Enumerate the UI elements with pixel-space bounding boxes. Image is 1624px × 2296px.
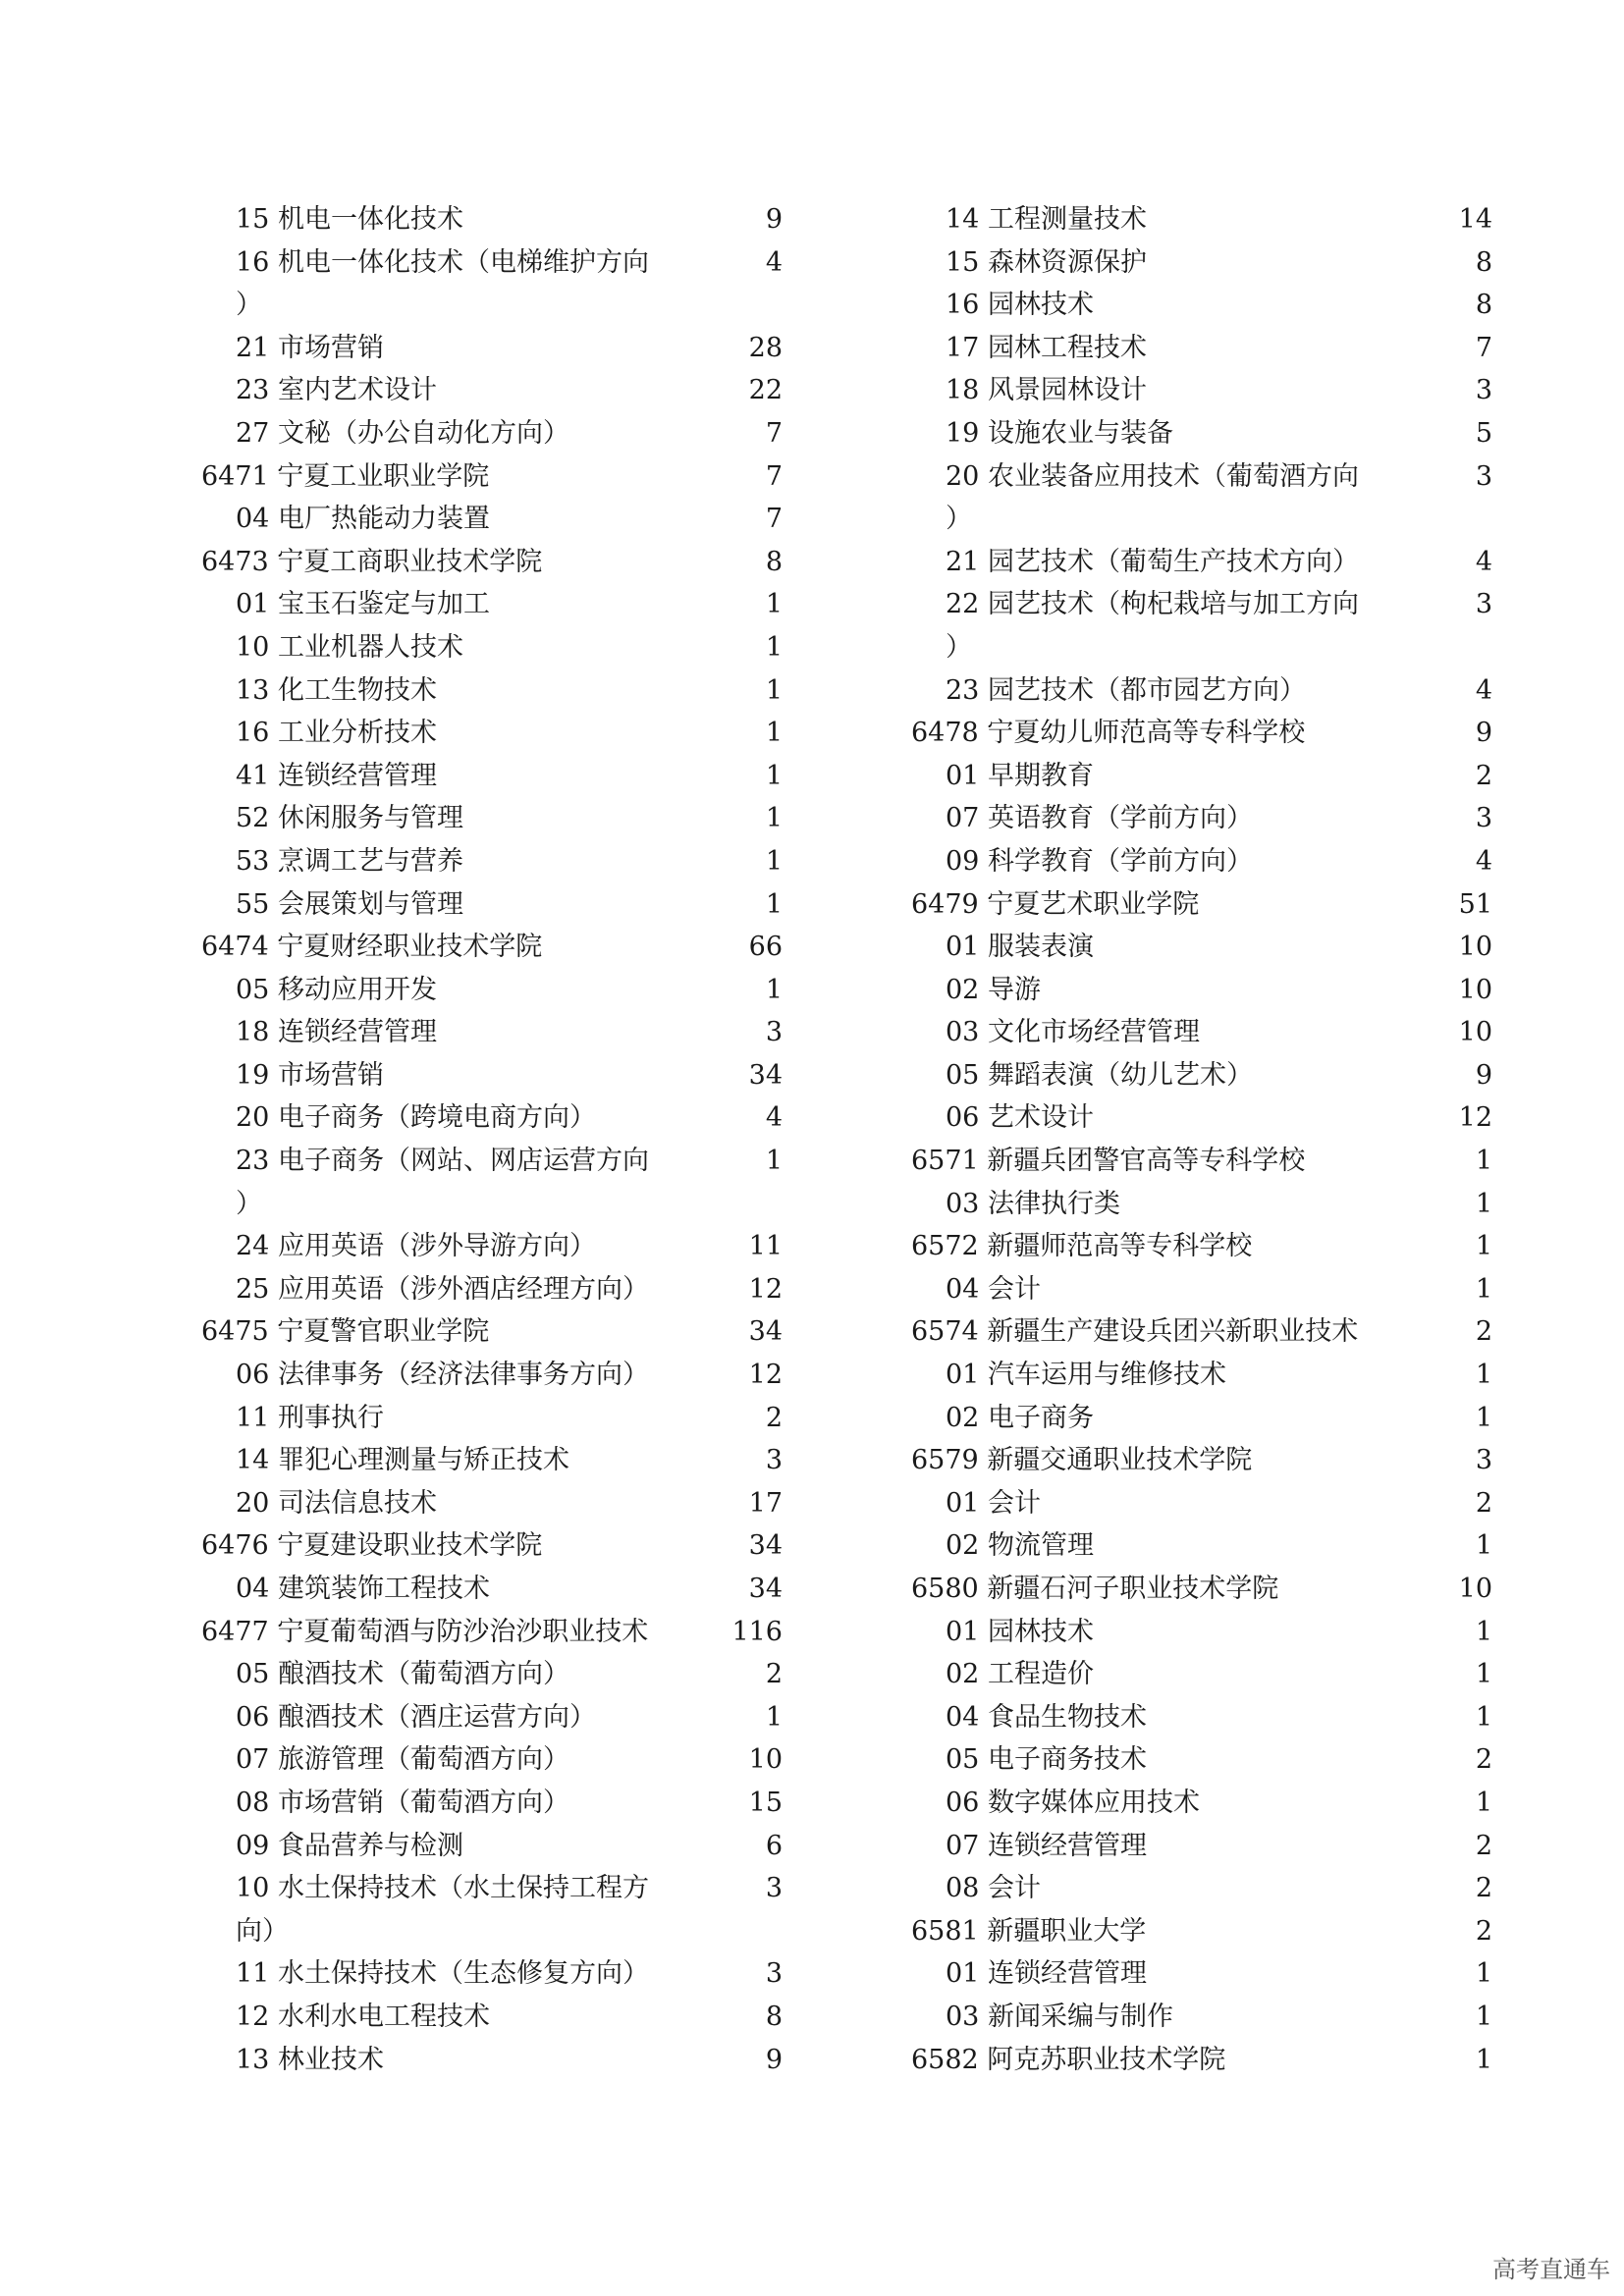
school-row	[201, 455, 783, 499]
major-name: 05 电子商务技术	[946, 1744, 1147, 1776]
school-name: 6581 新疆职业大学	[911, 1915, 1147, 1947]
major-name: 17 园林工程技术	[946, 332, 1147, 363]
left-column	[201, 198, 783, 2081]
enrollment-count: 1	[1475, 2044, 1492, 2075]
enrollment-count: 8	[1475, 246, 1492, 278]
major-row	[911, 1996, 1492, 2039]
enrollment-count: 7	[765, 504, 783, 535]
major-name: 08 会计	[946, 1873, 1041, 1904]
school-row	[201, 1611, 783, 1654]
major-row	[911, 455, 1492, 499]
enrollment-count: 4	[765, 246, 783, 278]
major-row	[201, 969, 783, 1012]
enrollment-count: 1	[765, 589, 783, 620]
major-name: 12 水利水电工程技术	[236, 2001, 490, 2032]
enrollment-count: 5	[1475, 417, 1492, 449]
major-name: 21 市场营销	[236, 332, 384, 363]
major-row	[911, 369, 1492, 412]
enrollment-count: 1	[765, 803, 783, 834]
school-row	[911, 1568, 1492, 1611]
major-name: 24 应用英语（涉外导游方向）	[236, 1231, 596, 1262]
enrollment-count: 66	[748, 932, 783, 963]
major-name: 20 农业装备应用技术（葡萄酒方向	[946, 460, 1359, 492]
major-row	[201, 669, 783, 713]
major-row	[911, 412, 1492, 455]
major-name: 15 森林资源保护	[946, 246, 1147, 278]
enrollment-count: 1	[1475, 1188, 1492, 1219]
major-name: 16 机电一体化技术（电梯维护方向	[236, 246, 649, 278]
watermark: 高考直通车	[1492, 2256, 1610, 2283]
major-row	[201, 755, 783, 798]
major-name: 21 园艺技术（葡萄生产技术方向）	[946, 546, 1359, 577]
major-row	[201, 883, 783, 927]
major-row	[201, 1140, 783, 1183]
major-name: 03 文化市场经营管理	[946, 1017, 1200, 1048]
major-name-continuation	[201, 1910, 783, 1953]
school-row	[911, 883, 1492, 927]
major-name: 41 连锁经营管理	[236, 760, 437, 791]
major-row	[201, 626, 783, 669]
enrollment-count: 1	[1475, 1659, 1492, 1690]
major-row	[911, 583, 1492, 626]
major-row	[911, 1696, 1492, 1739]
major-row	[911, 284, 1492, 327]
major-name: 23 园艺技术（都市园艺方向）	[946, 674, 1306, 706]
major-name-wrapped-text: 向）	[236, 1915, 289, 1947]
major-row	[201, 1268, 783, 1311]
major-name: 02 工程造价	[946, 1659, 1094, 1690]
major-name: 27 文秘（办公自动化方向）	[236, 417, 569, 449]
enrollment-count: 10	[1458, 1574, 1492, 1604]
major-row	[911, 241, 1492, 285]
major-name-continuation	[911, 626, 1492, 669]
major-name-wrapped-text: ）	[236, 290, 262, 321]
major-name: 04 建筑装饰工程技术	[236, 1574, 490, 1604]
enrollment-count: 6	[765, 1830, 783, 1861]
enrollment-count: 34	[748, 1530, 783, 1562]
major-row	[911, 755, 1492, 798]
school-name: 6580 新疆石河子职业技术学院	[911, 1574, 1279, 1604]
major-row	[911, 1096, 1492, 1140]
major-row	[201, 1397, 783, 1440]
school-name: 6582 阿克苏职业技术学院	[911, 2044, 1226, 2075]
major-name: 01 早期教育	[946, 760, 1094, 791]
enrollment-count: 2	[765, 1402, 783, 1433]
major-row	[911, 1524, 1492, 1568]
major-name: 06 法律事务（经济法律事务方向）	[236, 1360, 649, 1391]
major-name: 18 连锁经营管理	[236, 1017, 437, 1048]
major-name: 11 刑事执行	[236, 1402, 384, 1433]
enrollment-count: 15	[748, 1787, 783, 1818]
major-name: 10 工业机器人技术	[236, 631, 463, 663]
enrollment-count: 2	[1475, 1487, 1492, 1519]
major-row	[201, 1096, 783, 1140]
school-row	[911, 712, 1492, 755]
major-name: 11 水土保持技术（生态修复方向）	[236, 1958, 649, 1990]
major-name: 06 艺术设计	[946, 1102, 1094, 1134]
enrollment-count: 1	[1475, 1701, 1492, 1733]
enrollment-count: 7	[765, 460, 783, 492]
major-row	[201, 1996, 783, 2039]
enrollment-count: 3	[765, 1958, 783, 1990]
major-row	[201, 712, 783, 755]
major-row	[201, 1054, 783, 1097]
major-row	[201, 498, 783, 541]
school-row	[911, 1140, 1492, 1183]
major-name: 22 园艺技术（枸杞栽培与加工方向	[946, 589, 1359, 620]
major-name: 01 汽车运用与维修技术	[946, 1360, 1226, 1391]
major-row	[911, 327, 1492, 370]
enrollment-count: 1	[765, 631, 783, 663]
enrollment-count: 2	[765, 1659, 783, 1690]
school-name: 6471 宁夏工业职业学院	[201, 460, 490, 492]
enrollment-count: 1	[1475, 1402, 1492, 1433]
enrollment-count: 12	[748, 1360, 783, 1391]
major-name: 07 英语教育（学前方向）	[946, 803, 1253, 834]
enrollment-count: 3	[765, 1873, 783, 1904]
major-name: 14 工程测量技术	[946, 204, 1147, 235]
major-name: 05 酿酒技术（葡萄酒方向）	[236, 1659, 569, 1690]
major-row	[911, 1653, 1492, 1696]
enrollment-count: 3	[1475, 803, 1492, 834]
major-row	[201, 327, 783, 370]
school-row	[201, 1310, 783, 1354]
major-row	[911, 541, 1492, 584]
major-row	[911, 969, 1492, 1012]
enrollment-count: 12	[1458, 1102, 1492, 1134]
enrollment-count: 1	[1475, 1530, 1492, 1562]
major-row	[201, 1952, 783, 1996]
enrollment-count: 1	[765, 1701, 783, 1733]
enrollment-count: 28	[748, 332, 783, 363]
major-row	[201, 1782, 783, 1825]
major-name: 03 法律执行类	[946, 1188, 1120, 1219]
major-row	[911, 797, 1492, 840]
enrollment-count: 10	[748, 1744, 783, 1776]
major-name: 06 数字媒体应用技术	[946, 1787, 1200, 1818]
enrollment-count: 3	[1475, 375, 1492, 406]
major-row	[911, 840, 1492, 883]
major-name: 18 风景园林设计	[946, 375, 1147, 406]
enrollment-count: 4	[765, 1102, 783, 1134]
major-name: 01 连锁经营管理	[946, 1958, 1147, 1990]
school-row	[911, 1310, 1492, 1354]
enrollment-count: 8	[765, 546, 783, 577]
major-name: 23 室内艺术设计	[236, 375, 437, 406]
enrollment-count: 34	[748, 1059, 783, 1091]
school-row	[911, 1225, 1492, 1268]
major-name: 01 会计	[946, 1487, 1041, 1519]
major-name: 02 导游	[946, 974, 1041, 1005]
school-row	[911, 1439, 1492, 1482]
major-row	[201, 1825, 783, 1868]
enrollment-count: 1	[765, 974, 783, 1005]
major-name: 06 酿酒技术（酒庄运营方向）	[236, 1701, 596, 1733]
school-name: 6477 宁夏葡萄酒与防沙治沙职业技术	[201, 1616, 649, 1647]
enrollment-count: 10	[1458, 974, 1492, 1005]
major-name: 02 物流管理	[946, 1530, 1094, 1562]
major-name: 03 新闻采编与制作	[946, 2001, 1173, 2032]
enrollment-count: 2	[1475, 1316, 1492, 1348]
major-row	[911, 1738, 1492, 1782]
major-name: 52 休闲服务与管理	[236, 803, 463, 834]
enrollment-count: 4	[1475, 546, 1492, 577]
school-name: 6476 宁夏建设职业技术学院	[201, 1530, 543, 1562]
major-row	[201, 1225, 783, 1268]
major-row	[201, 1738, 783, 1782]
enrollment-count: 14	[1458, 204, 1492, 235]
major-name: 05 移动应用开发	[236, 974, 437, 1005]
major-row	[201, 1439, 783, 1482]
major-name: 01 园林技术	[946, 1616, 1094, 1647]
major-name: 04 会计	[946, 1273, 1041, 1305]
school-name: 6473 宁夏工商职业技术学院	[201, 546, 543, 577]
enrollment-count: 2	[1475, 760, 1492, 791]
major-row	[201, 1354, 783, 1397]
enrollment-count: 11	[748, 1231, 783, 1262]
enrollment-count: 116	[731, 1616, 783, 1647]
enrollment-count: 1	[765, 888, 783, 920]
right-column	[911, 198, 1492, 2081]
enrollment-count: 34	[748, 1574, 783, 1604]
school-row	[201, 541, 783, 584]
major-row	[911, 198, 1492, 241]
major-row	[911, 1952, 1492, 1996]
major-row	[911, 1825, 1492, 1868]
school-row	[201, 1524, 783, 1568]
major-row	[911, 1054, 1492, 1097]
major-name: 53 烹调工艺与营养	[236, 845, 463, 877]
enrollment-count: 3	[765, 1445, 783, 1476]
major-row	[201, 198, 783, 241]
major-row	[911, 1867, 1492, 1910]
enrollment-count: 22	[748, 375, 783, 406]
school-name: 6475 宁夏警官职业学院	[201, 1316, 490, 1348]
enrollment-count: 9	[1475, 718, 1492, 749]
enrollment-count: 1	[1475, 1616, 1492, 1647]
enrollment-count: 1	[765, 718, 783, 749]
major-name: 07 连锁经营管理	[946, 1830, 1147, 1861]
major-name: 05 舞蹈表演（幼儿艺术）	[946, 1059, 1253, 1091]
major-row	[201, 241, 783, 285]
major-name: 16 园林技术	[946, 290, 1094, 321]
major-row	[911, 1482, 1492, 1525]
enrollment-count: 7	[1475, 332, 1492, 363]
major-name: 09 科学教育（学前方向）	[946, 845, 1253, 877]
school-name: 6571 新疆兵团警官高等专科学校	[911, 1146, 1306, 1177]
major-row	[201, 1482, 783, 1525]
major-name: 23 电子商务（网站、网店运营方向	[236, 1146, 649, 1177]
major-name: 02 电子商务	[946, 1402, 1094, 1433]
major-row	[911, 926, 1492, 969]
major-name-wrapped-text: ）	[946, 504, 972, 535]
enrollment-count: 7	[765, 417, 783, 449]
enrollment-count: 8	[1475, 290, 1492, 321]
major-name-continuation	[201, 284, 783, 327]
major-name-wrapped-text: ）	[946, 631, 972, 663]
enrollment-count: 9	[765, 2044, 783, 2075]
school-name: 6474 宁夏财经职业技术学院	[201, 932, 543, 963]
enrollment-count: 9	[1475, 1059, 1492, 1091]
major-name: 07 旅游管理（葡萄酒方向）	[236, 1744, 569, 1776]
major-name: 01 服装表演	[946, 932, 1094, 963]
enrollment-count: 2	[1475, 1915, 1492, 1947]
major-row	[201, 1653, 783, 1696]
enrollment-count: 1	[765, 760, 783, 791]
major-row	[201, 412, 783, 455]
enrollment-count: 10	[1458, 1017, 1492, 1048]
major-row	[201, 583, 783, 626]
enrollment-count: 4	[1475, 845, 1492, 877]
major-row	[911, 1183, 1492, 1226]
major-row	[201, 1867, 783, 1910]
major-name: 55 会展策划与管理	[236, 888, 463, 920]
enrollment-count: 9	[765, 204, 783, 235]
major-row	[911, 1611, 1492, 1654]
major-name: 01 宝玉石鉴定与加工	[236, 589, 490, 620]
enrollment-count: 8	[765, 2001, 783, 2032]
school-name: 6478 宁夏幼儿师范高等专科学校	[911, 718, 1306, 749]
major-name: 16 工业分析技术	[236, 718, 437, 749]
enrollment-count: 1	[765, 1146, 783, 1177]
enrollment-count: 1	[1475, 1273, 1492, 1305]
major-row	[201, 2039, 783, 2082]
enrollment-count: 1	[1475, 2001, 1492, 2032]
major-row	[911, 1397, 1492, 1440]
school-row	[201, 926, 783, 969]
enrollment-count: 1	[765, 845, 783, 877]
school-name: 6479 宁夏艺术职业学院	[911, 888, 1200, 920]
major-row	[911, 1268, 1492, 1311]
enrollment-count: 10	[1458, 932, 1492, 963]
major-row	[201, 840, 783, 883]
enrollment-count: 3	[1475, 460, 1492, 492]
major-name-continuation	[911, 498, 1492, 541]
major-row	[911, 669, 1492, 713]
enrollment-count: 51	[1458, 888, 1492, 920]
enrollment-count: 1	[1475, 1231, 1492, 1262]
major-row	[201, 1568, 783, 1611]
major-row	[201, 797, 783, 840]
enrollment-count: 3	[1475, 589, 1492, 620]
major-row	[201, 1696, 783, 1739]
major-row	[201, 369, 783, 412]
major-name: 08 市场营销（葡萄酒方向）	[236, 1787, 569, 1818]
major-name: 13 林业技术	[236, 2044, 384, 2075]
enrollment-count: 12	[748, 1273, 783, 1305]
major-name-wrapped-text: ）	[236, 1188, 262, 1219]
enrollment-count: 4	[1475, 674, 1492, 706]
enrollment-count: 3	[1475, 1445, 1492, 1476]
major-name: 19 市场营销	[236, 1059, 384, 1091]
major-name: 13 化工生物技术	[236, 674, 437, 706]
major-name: 25 应用英语（涉外酒店经理方向）	[236, 1273, 649, 1305]
major-row	[201, 1011, 783, 1054]
enrollment-count: 1	[1475, 1958, 1492, 1990]
major-name: 15 机电一体化技术	[236, 204, 463, 235]
major-name-continuation	[201, 1183, 783, 1226]
major-name: 04 电厂热能动力装置	[236, 504, 490, 535]
enrollment-count: 2	[1475, 1873, 1492, 1904]
school-name: 6572 新疆师范高等专科学校	[911, 1231, 1253, 1262]
school-row	[911, 2039, 1492, 2082]
school-row	[911, 1910, 1492, 1953]
enrollment-count: 1	[765, 674, 783, 706]
enrollment-count: 1	[1475, 1146, 1492, 1177]
major-row	[911, 1011, 1492, 1054]
major-name: 09 食品营养与检测	[236, 1830, 463, 1861]
enrollment-count: 2	[1475, 1744, 1492, 1776]
major-name: 04 食品生物技术	[946, 1701, 1147, 1733]
major-name: 10 水土保持技术（水土保持工程方	[236, 1873, 649, 1904]
school-name: 6579 新疆交通职业技术学院	[911, 1445, 1253, 1476]
enrollment-count: 1	[1475, 1787, 1492, 1818]
school-name: 6574 新疆生产建设兵团兴新职业技术	[911, 1316, 1359, 1348]
major-name: 20 电子商务（跨境电商方向）	[236, 1102, 596, 1134]
enrollment-count: 17	[748, 1487, 783, 1519]
major-row	[911, 1354, 1492, 1397]
major-name: 20 司法信息技术	[236, 1487, 437, 1519]
major-row	[911, 1782, 1492, 1825]
enrollment-count: 1	[1475, 1360, 1492, 1391]
enrollment-count: 3	[765, 1017, 783, 1048]
major-name: 14 罪犯心理测量与矫正技术	[236, 1445, 569, 1476]
enrollment-count: 34	[748, 1316, 783, 1348]
enrollment-count: 2	[1475, 1830, 1492, 1861]
major-name: 19 设施农业与装备	[946, 417, 1173, 449]
